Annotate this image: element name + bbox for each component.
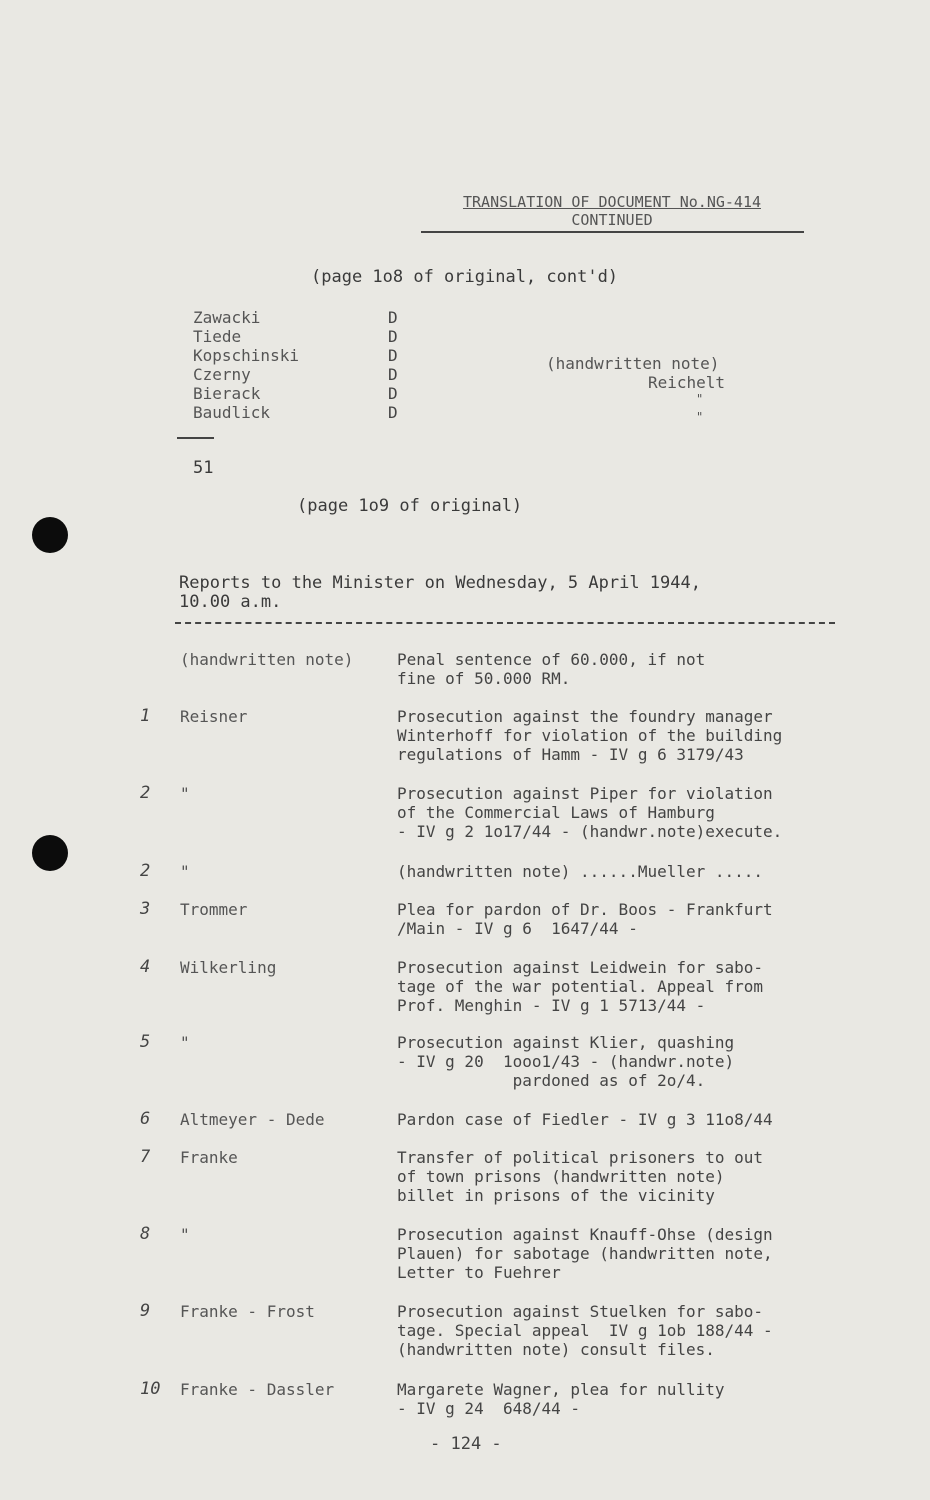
- document-header: [420, 193, 804, 229]
- entry-number: 3: [140, 899, 151, 919]
- entry-text-line: Prosecution against Leidwein for sabo-: [397, 958, 764, 977]
- name-item: Bierack: [193, 384, 261, 403]
- entry-text-line: Prosecution against Knauff-Ohse (design: [397, 1225, 773, 1244]
- entry-number: 2: [140, 861, 151, 881]
- entry-number: 4: [140, 957, 151, 977]
- entry-text-line: pardoned as of 2o/4.: [397, 1071, 706, 1090]
- entry-reporter: Wilkerling: [180, 958, 277, 977]
- mark-item: D: [388, 346, 398, 365]
- entry-text-line: Prof. Menghin - IV g 1 5713/44 -: [397, 996, 706, 1015]
- entry-reporter: ": [180, 1225, 190, 1244]
- entry-reporter: ": [180, 1033, 190, 1052]
- entry-number: 9: [140, 1301, 151, 1321]
- mark-item: D: [388, 365, 398, 384]
- entry-text-line: - IV g 20 1ooo1/43 - (handwr.note): [397, 1052, 735, 1071]
- name-item: Tiede: [193, 327, 242, 346]
- marks-column: [388, 308, 398, 422]
- mark-item: D: [388, 327, 398, 346]
- entry-text-line: Transfer of political prisoners to out: [397, 1148, 764, 1167]
- entry-text-line: (handwritten note) ......Mueller .....: [397, 862, 764, 881]
- entry-text-line: Prosecution against the foundry manager: [397, 707, 773, 726]
- entry-text-line: Plauen) for sabotage (handwritten note,: [397, 1244, 773, 1263]
- mark-item: D: [388, 384, 398, 403]
- entry-number: 5: [140, 1032, 151, 1052]
- short-rule: [177, 437, 214, 439]
- entry-text-line: Penal sentence of 60.000, if not: [397, 650, 706, 669]
- header-title-line1: TRANSLATION OF DOCUMENT No.NG-414: [462, 193, 761, 211]
- name-item: Kopschinski: [193, 346, 299, 365]
- entry-text-line: Prosecution against Klier, quashing: [397, 1033, 735, 1052]
- entry-text-line: Plea for pardon of Dr. Boos - Frankfurt: [397, 900, 773, 919]
- entry-number: 10: [140, 1379, 161, 1399]
- entry-text-line: of town prisons (handwritten note): [397, 1167, 725, 1186]
- entry-reporter: Franke - Dassler: [180, 1380, 335, 1399]
- entry-text-line: billet in prisons of the vicinity: [397, 1186, 715, 1205]
- page-number-mark: 51: [193, 458, 214, 478]
- entry-reporter: Altmeyer - Dede: [180, 1110, 325, 1129]
- entry-text-line: Prosecution against Piper for violation: [397, 784, 773, 803]
- entry-reporter: (handwritten note): [180, 650, 354, 669]
- reports-heading-line2: 10.00 a.m.: [179, 592, 282, 612]
- entry-text-line: of the Commercial Laws of Hamburg: [397, 803, 715, 822]
- punch-hole-top: [32, 517, 68, 553]
- entry-text-line: Winterhoff for violation of the building: [397, 726, 783, 745]
- entry-text-line: fine of 50.000 RM.: [397, 669, 571, 688]
- entry-reporter: ": [180, 784, 190, 803]
- page108-reference: (page 1o8 of original, cont'd): [311, 267, 619, 287]
- entry-number: 7: [140, 1147, 151, 1167]
- entry-text-line: Pardon case of Fiedler - IV g 3 11o8/44: [397, 1110, 773, 1129]
- mark-item: D: [388, 308, 398, 327]
- entry-text-line: /Main - IV g 6 1647/44 -: [397, 919, 638, 938]
- reports-heading-line1: Reports to the Minister on Wednesday, 5 April 1944,: [179, 573, 701, 593]
- handwritten-note-label: (handwritten note): [546, 354, 720, 373]
- page109-reference: (page 1o9 of original): [297, 496, 523, 516]
- entry-text-line: Letter to Fuehrer: [397, 1263, 561, 1282]
- entry-text-line: tage of the war potential. Appeal from: [397, 977, 764, 996]
- mark-item: D: [388, 403, 398, 422]
- entry-reporter: ": [180, 862, 190, 881]
- entry-text-line: - IV g 24 648/44 -: [397, 1399, 581, 1418]
- footer-page-number: - 124 -: [430, 1434, 502, 1454]
- entry-reporter: Reisner: [180, 707, 248, 726]
- signer-name: Reichelt: [648, 373, 726, 392]
- entry-text-line: tage. Special appeal IV g 1ob 188/44 -: [397, 1321, 773, 1340]
- header-title-line2: CONTINUED: [571, 211, 653, 229]
- entry-number: 2: [140, 783, 151, 803]
- entry-text-line: - IV g 2 1o17/44 - (handwr.note)execute.: [397, 822, 783, 841]
- header-rule: [421, 231, 804, 233]
- signature-names: [193, 308, 299, 422]
- ditto-mark: ": [696, 392, 704, 406]
- ditto-mark: ": [696, 410, 704, 424]
- name-item: Czerny: [193, 365, 251, 384]
- entry-reporter: Franke: [180, 1148, 238, 1167]
- entry-reporter: Trommer: [180, 900, 248, 919]
- punch-hole-bottom: [32, 835, 68, 871]
- entry-text-line: Margarete Wagner, plea for nullity: [397, 1380, 725, 1399]
- name-item: Zawacki: [193, 308, 261, 327]
- entry-number: 6: [140, 1109, 151, 1129]
- name-item: Baudlick: [193, 403, 271, 422]
- dashed-separator: [175, 622, 835, 624]
- entry-number: 8: [140, 1224, 151, 1244]
- entry-text-line: (handwritten note) consult files.: [397, 1340, 715, 1359]
- entry-text-line: Prosecution against Stuelken for sabo-: [397, 1302, 764, 1321]
- entry-text-line: regulations of Hamm - IV g 6 3179/43: [397, 745, 744, 764]
- entry-number: 1: [140, 706, 151, 726]
- entry-reporter: Franke - Frost: [180, 1302, 315, 1321]
